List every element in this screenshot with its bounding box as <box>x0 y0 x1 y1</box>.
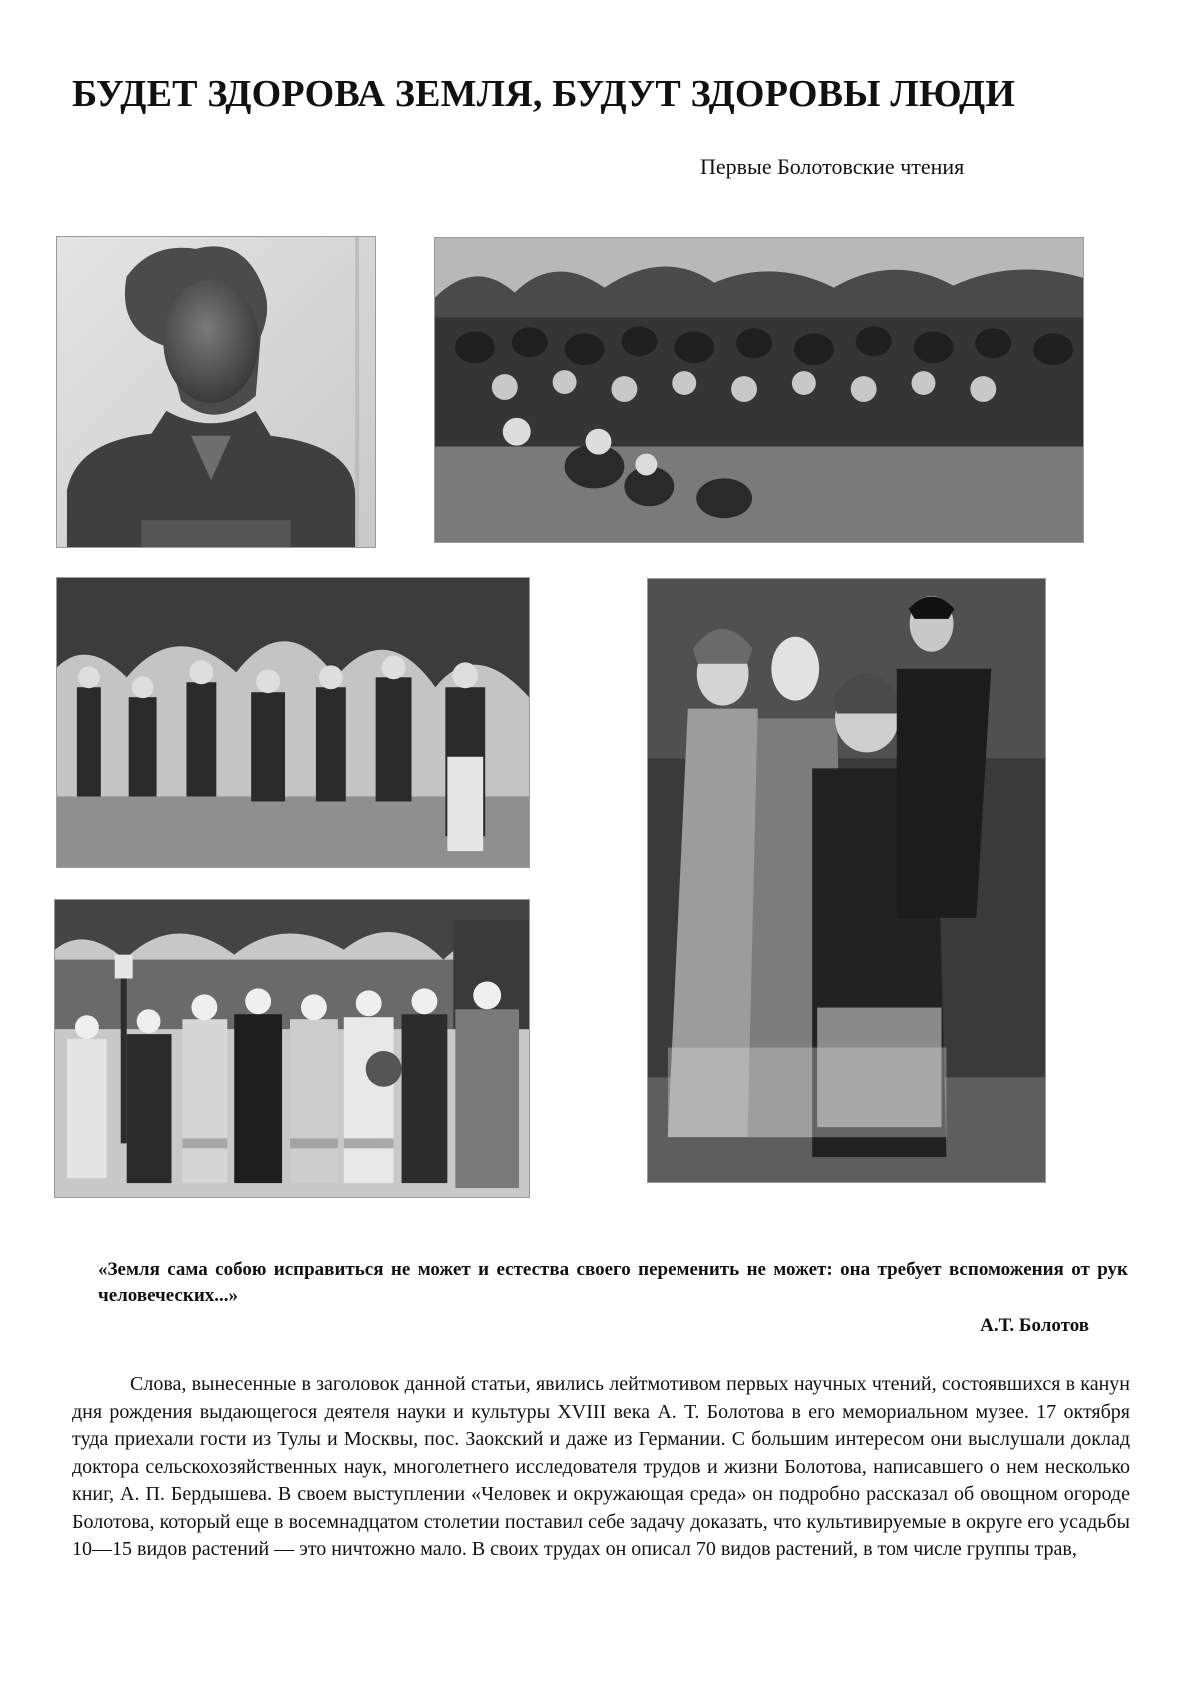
article-body-paragraph: Слова, вынесенные в заголовок данной статьи, явились лейтмотивом первых научных чтений, состоявшихся в канун дня рождения выдающегося деятеля науки и культуры XVIII века А. Т. Болотова в его мемориальном музее. 17 октября туда приехали гости из Тулы и Москвы, пос. Заокский и даже из Германии. С большим интересом они выслушали доклад доктора сельскохозяйственных наук, многолетнего исследователя трудов и жизни Болотова, написавшего о нем несколько книг, А. П. Бердышева. В своем выступлении «Человек и окружающая среда» он подробно рассказал об овощном огороде Болотова, который еще в восемнадцатом столетии поставил себе задачу доказать, что культивируемые в округе его усадьбы 10—15 видов растений — это ничтожно мало. В своих трудах он описал 70 видов растений, в том числе группы трав, <box>72 1373 1130 1560</box>
article-subtitle: Первые Болотовские чтения <box>700 154 965 179</box>
epigraph-author: А.Т. Болотов <box>980 1315 1089 1336</box>
performers-photo <box>647 578 1046 1183</box>
crowd-photo <box>434 237 1084 543</box>
choir-photo <box>54 899 530 1198</box>
bust-photo <box>56 236 376 548</box>
round-dance-photo <box>56 577 530 868</box>
article-title: БУДЕТ ЗДОРОВА ЗЕМЛЯ, БУДУТ ЗДОРОВЫ ЛЮДИ <box>72 73 1016 115</box>
epigraph-quote: «Земля сама собою исправиться не может и естества своего переменить не может: она требует вспоможения от рук человеческих...» <box>98 1259 1128 1306</box>
